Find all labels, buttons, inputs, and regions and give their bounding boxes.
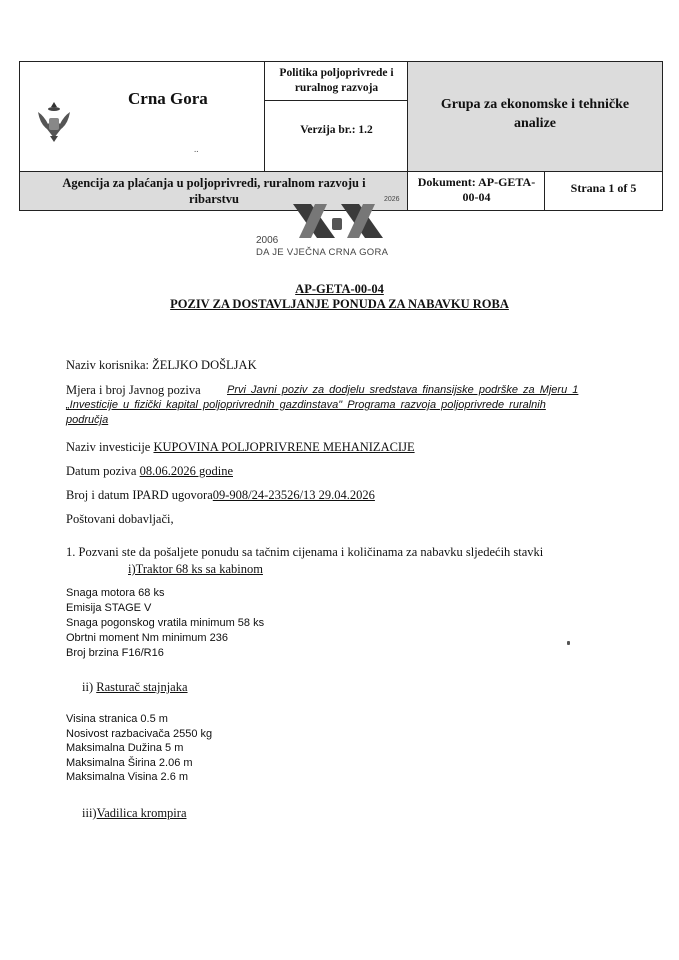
xx-anniversary-icon: [285, 200, 390, 242]
document-line-1: Dokument: AP-GETA-: [417, 175, 536, 189]
greeting: Poštovani dobavljači,: [66, 512, 174, 526]
document-heading: POZIV ZA DOSTAVLJANJE PONUDA ZA NABAVKU ROBA: [170, 297, 509, 311]
contract-value: 09-908/24-23526/13 29.04.2026: [212, 488, 375, 502]
group-label: [408, 95, 662, 133]
jubilee-year-left: 2006: [256, 235, 279, 246]
policy-line-2: ruralnog razvoja: [294, 82, 379, 94]
contract-label: Broj i datum IPARD ugovora: [66, 488, 213, 502]
measure-label: Mjera i broj Javnog poziva: [66, 383, 201, 397]
document-code-title: AP-GETA-00-04: [295, 282, 384, 296]
item-1-specs: [66, 586, 264, 661]
date-value: 08.06.2026 godine: [139, 464, 233, 478]
scan-speck: [567, 641, 570, 645]
spec-line: Maksimalna Visina 2.6 m: [66, 771, 189, 783]
document-line-2: 00-04: [462, 190, 491, 204]
policy-divider: [265, 100, 407, 101]
policy-label: [265, 66, 408, 96]
item-2-heading: [82, 680, 188, 695]
item-1-title: i)Traktor 68 ks sa kabinom: [128, 562, 263, 576]
item-2-specs: [66, 712, 212, 785]
spec-line: Snaga pogonskog vratila minimum 58 ks: [66, 617, 265, 629]
measure-value-line-2: „Investicije u fizički kapital poljoprivrednih gazdinstava" Programa razvoja poljoprivrede ruralnih: [66, 399, 546, 411]
item-3-heading: [82, 806, 187, 821]
country-cell: [20, 62, 265, 172]
spec-line: Emisija STAGE V: [66, 602, 152, 614]
contract-line: [66, 488, 375, 503]
page-cell: [545, 172, 662, 210]
investment-line: [66, 440, 415, 455]
spec-line: Visina stranica 0.5 m: [66, 713, 168, 725]
agency-line-1: Agencija za plaćanja u poljoprivredi, ruralnom razvoju i: [62, 176, 366, 190]
spec-line: Obrtni moment Nm minimum 236: [66, 632, 228, 644]
point-1: 1. Pozvani ste da pošaljete ponudu sa tačnim cijenama i količinama za nabavku sljedećih stavki: [66, 545, 544, 559]
agency-line-2: ribarstvu: [189, 192, 239, 206]
beneficiary-line: [66, 358, 257, 373]
spec-line: Maksimalna Dužina 5 m: [66, 742, 184, 754]
policy-line-1: Politika poljoprivrede i: [279, 67, 394, 79]
policy-cell: [265, 62, 408, 172]
group-line-2: analize: [514, 116, 556, 131]
spec-line: Snaga motora 68 ks: [66, 587, 165, 599]
spec-line: Nosivost razbacivača 2550 kg: [66, 727, 213, 740]
item-3-prefix: iii): [82, 806, 97, 820]
mark-dots: ..: [194, 144, 199, 154]
date-line: [66, 464, 233, 479]
item-3-title: Vadilica krompira: [96, 806, 187, 820]
beneficiary-value: ŽELJKO DOŠLJAK: [152, 358, 257, 372]
jubilee-motto: DA JE VJEČNA CRNA GORA: [256, 247, 389, 258]
investment-label: Naziv investicije: [66, 440, 151, 454]
spec-line: Broj brzina F16/R16: [66, 647, 164, 659]
jubilee-logo: [250, 196, 430, 260]
country-name: Crna Gora: [128, 89, 208, 108]
item-2-prefix: ii): [82, 680, 97, 694]
version-label: Verzija br.: 1.2: [300, 124, 373, 136]
measure-value-line-1: Prvi Javni poziv za dodjelu sredstava finansijske podrške za Mjeru 1: [227, 384, 579, 396]
group-cell: [408, 62, 662, 172]
page-number: Strana 1 of 5: [570, 181, 637, 195]
date-label: Datum poziva: [66, 464, 137, 478]
montenegro-coat-of-arms-icon: [34, 98, 74, 144]
item-2-title: Rasturač stajnjaka: [96, 680, 188, 694]
measure-value-line-3: područja: [66, 414, 109, 426]
investment-value: KUPOVINA POLJOPRIVRENE MEHANIZACIJE: [153, 440, 415, 454]
spec-line: Maksimalna Širina 2.06 m: [66, 756, 193, 769]
jubilee-year-right: 2026: [384, 196, 400, 203]
document-header-table: [19, 61, 663, 211]
group-line-1: Grupa za ekonomske i tehničke: [440, 97, 630, 112]
beneficiary-label: Naziv korisnika:: [66, 358, 149, 372]
